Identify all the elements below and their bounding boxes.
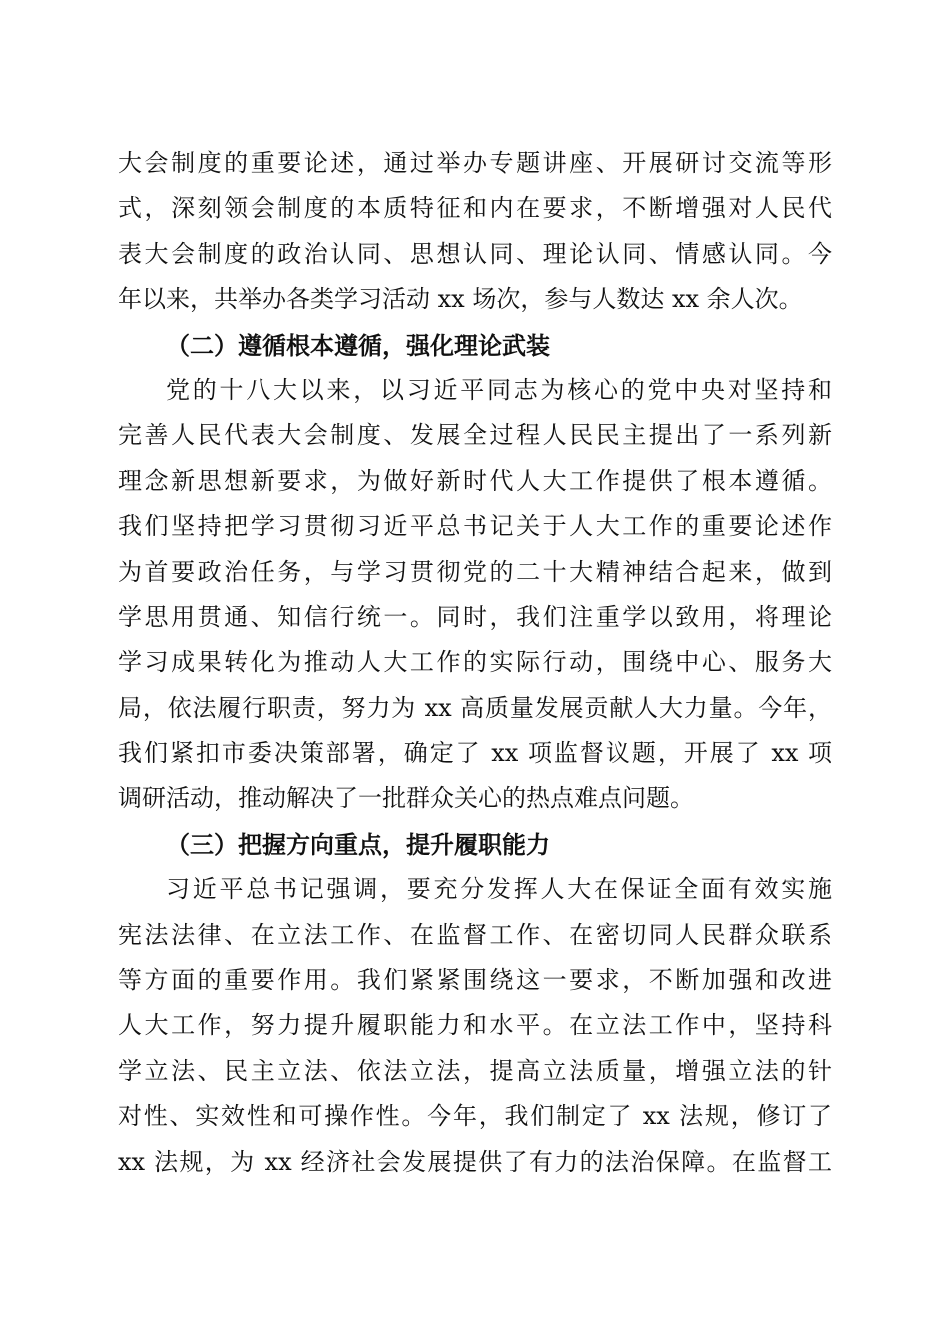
paragraph-2-line-10: 调研活动，推动解决了一批群众关心的热点难点问题。 xyxy=(118,784,694,813)
paragraph-2-line-5: 为首要政治任务，与学习贯彻党的二十大精神结合起来，做到 xyxy=(118,557,832,586)
paragraph-2-line-3: 理念新思想新要求，为做好新时代人大工作提供了根本遵循。 xyxy=(118,466,832,495)
section-heading-2: （二）遵循根本遵循，强化理论武装 xyxy=(166,330,550,360)
paragraph-2-line-7: 学习成果转化为推动人大工作的实际行动，围绕中心、服务大 xyxy=(118,648,832,677)
paragraph-3-line-4: 人大工作，努力提升履职能力和水平。在立法工作中，坚持科 xyxy=(118,1011,832,1040)
paragraph-3-line-3: 等方面的重要作用。我们紧紧围绕这一要求，不断加强和改进 xyxy=(118,966,832,995)
paragraph-2-line-4: 我们坚持把学习贯彻习近平总书记关于人大工作的重要论述作 xyxy=(118,512,832,541)
paragraph-2-line-1: 党的十八大以来，以习近平同志为核心的党中央对坚持和 xyxy=(166,375,832,404)
paragraph-1-line-4: 年以来，共举办各类学习活动 xx 场次，参与人数达 xx 余人次。 xyxy=(118,285,803,314)
paragraph-1-line-2: 式，深刻领会制度的本质特征和内在要求，不断增强对人民代 xyxy=(118,194,832,223)
paragraph-1-line-3: 表大会制度的政治认同、思想认同、理论认同、情感认同。今 xyxy=(118,239,832,268)
paragraph-2-line-9: 我们紧扣市委决策部署，确定了 xx 项监督议题，开展了 xx 项 xyxy=(118,739,832,768)
paragraph-3-line-6: 对性、实效性和可操作性。今年，我们制定了 xx 法规，修订了 xyxy=(118,1102,832,1131)
paragraph-3-line-2: 宪法法律、在立法工作、在监督工作、在密切同人民群众联系 xyxy=(118,920,832,949)
paragraph-1-line-1: 大会制度的重要论述，通过举办专题讲座、开展研讨交流等形 xyxy=(118,149,832,177)
paragraph-2-line-8: 局，依法履行职责，努力为 xx 高质量发展贡献人大力量。今年， xyxy=(118,693,832,722)
paragraph-3-line-7: xx 法规，为 xx 经济社会发展提供了有力的法治保障。在监督工 xyxy=(118,1147,832,1176)
paragraph-2-line-2: 完善人民代表大会制度、发展全过程人民民主提出了一系列新 xyxy=(118,421,832,450)
paragraph-3-line-1: 习近平总书记强调，要充分发挥人大在保证全面有效实施 xyxy=(166,875,832,904)
document-body xyxy=(118,141,832,1185)
section-heading-3: （三）把握方向重点，提升履职能力 xyxy=(166,829,550,859)
paragraph-3-line-5: 学立法、民主立法、依法立法，提高立法质量，增强立法的针 xyxy=(118,1056,832,1085)
paragraph-2-line-6: 学思用贯通、知信行统一。同时，我们注重学以致用，将理论 xyxy=(118,602,832,631)
